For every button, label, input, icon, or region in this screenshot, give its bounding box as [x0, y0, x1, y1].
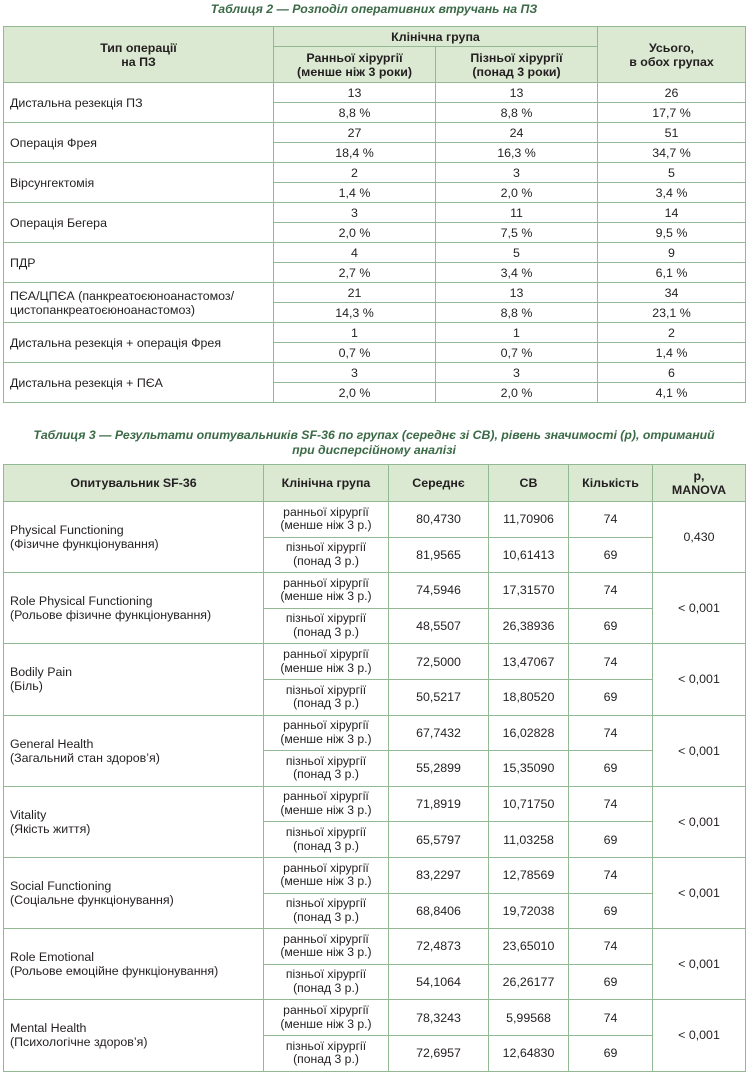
late-mean: 68,8406: [389, 893, 489, 929]
header-late-line1: Пізньої хірургії: [470, 50, 563, 65]
group-early-line2: (менше ніж 3 р.): [280, 945, 372, 960]
early-percent: 1,4 %: [274, 183, 436, 203]
operation-name: [4, 363, 274, 403]
late-percent: 3,4 %: [436, 263, 598, 283]
group-early-line2: (менше ніж 3 р.): [280, 589, 372, 604]
header-early-line1: Ранньої хірургії: [306, 50, 403, 65]
late-sd: 19,72038: [489, 893, 569, 929]
sf36-scale-name: [4, 644, 264, 715]
late-count: 13: [436, 83, 598, 103]
early-mean: 74,5946: [389, 573, 489, 609]
group-early: [264, 786, 389, 822]
group-early: [264, 573, 389, 609]
group-early-line1: ранньої хірургії: [283, 647, 369, 662]
late-sd: 11,03258: [489, 822, 569, 858]
late-count: 3: [436, 363, 598, 383]
late-mean: 55,2899: [389, 751, 489, 787]
early-count: 1: [274, 323, 436, 343]
sf36-scale-name: [4, 502, 264, 573]
group-late-line1: пізньої хірургії: [285, 1038, 367, 1053]
late-count: 69: [569, 751, 653, 787]
group-late: [264, 964, 389, 1000]
late-percent: 8,8 %: [436, 103, 598, 123]
header-early-line2: (менше ніж 3 роки): [297, 64, 412, 79]
sf36-scale-name: [4, 1000, 264, 1071]
early-count: 27: [274, 123, 436, 143]
p-value: < 0,001: [653, 786, 746, 857]
group-early-line1: ранньої хірургії: [283, 789, 369, 804]
late-count: 69: [569, 1035, 653, 1071]
group-late-line2: (понад 3 р.): [293, 838, 359, 853]
late-percent: 8,8 %: [436, 303, 598, 323]
operation-name: [4, 243, 274, 283]
header-mean: Середнє: [389, 465, 489, 502]
header-early-surgery: [274, 47, 436, 83]
group-late-line2: (понад 3 р.): [293, 981, 359, 996]
late-count: 13: [436, 283, 598, 303]
operation-name-text: Операція Бегера: [10, 215, 107, 230]
operation-name-text: Дистальна резекція ПЗ: [10, 95, 143, 110]
operation-name-text: Операція Фрея: [10, 135, 97, 150]
operation-row-count: [4, 363, 746, 383]
early-mean: 83,2297: [389, 857, 489, 893]
late-sd: 10,61413: [489, 537, 569, 573]
group-early-line1: ранньої хірургії: [283, 718, 369, 733]
group-late-line1: пізньої хірургії: [285, 967, 367, 982]
group-early: [264, 715, 389, 751]
table3-caption-line1: Таблиця 3 — Результати опитувальників SF-36 по групах (середнє зі СВ), рівень значимості (р), отриманий: [33, 428, 715, 442]
late-mean: 65,5797: [389, 822, 489, 858]
header-p-line1: р,: [693, 469, 705, 483]
sf36-scale-ua: (Соціальне функціонування): [10, 893, 174, 908]
total-count: 6: [598, 363, 746, 383]
late-percent: 0,7 %: [436, 343, 598, 363]
sf36-scale-ua: (Біль): [10, 679, 43, 694]
header-operation-type-line1: Тип операції: [100, 40, 177, 55]
late-count: 5: [436, 243, 598, 263]
total-percent: 1,4 %: [598, 343, 746, 363]
sf36-scale-en: General Health: [10, 736, 94, 751]
late-count: 24: [436, 123, 598, 143]
operation-name-text: Вірсунгектомія: [10, 175, 95, 190]
early-count: 4: [274, 243, 436, 263]
group-late-line2: (понад 3 р.): [293, 909, 359, 924]
table3-caption: [0, 428, 748, 458]
operation-name-text: Дистальна резекція + ПЄА: [10, 375, 163, 390]
group-late: [264, 679, 389, 715]
header-late-line2: (понад 3 роки): [472, 64, 561, 79]
late-sd: 26,38936: [489, 608, 569, 644]
group-late-line2: (понад 3 р.): [293, 553, 359, 568]
group-early-line2: (менше ніж 3 р.): [280, 518, 372, 533]
early-percent: 8,8 %: [274, 103, 436, 123]
early-percent: 18,4 %: [274, 143, 436, 163]
group-late: [264, 893, 389, 929]
group-early: [264, 502, 389, 538]
early-percent: 2,0 %: [274, 383, 436, 403]
early-count: 21: [274, 283, 436, 303]
group-late: [264, 1035, 389, 1071]
late-mean: 48,5507: [389, 608, 489, 644]
sf36-scale-en: Role Emotional: [10, 950, 95, 965]
group-early-line1: ранньої хірургії: [283, 575, 369, 590]
early-count: 74: [569, 1000, 653, 1036]
header-total-line1: Усього,: [648, 40, 694, 55]
early-count: 3: [274, 203, 436, 223]
sf36-scale-en: Mental Health: [10, 1021, 87, 1036]
group-early: [264, 1000, 389, 1036]
sf36-scale-name: [4, 573, 264, 644]
group-late: [264, 751, 389, 787]
sf36-scale-name: [4, 929, 264, 1000]
operation-name-text-line2: цистопанкреатоєюноанастомоз): [10, 302, 196, 317]
header-operation-type: [4, 27, 274, 83]
header-count: Кількість: [569, 465, 653, 502]
p-value: < 0,001: [653, 644, 746, 715]
group-early: [264, 644, 389, 680]
operation-row-count: [4, 243, 746, 263]
early-sd: 5,99568: [489, 1000, 569, 1036]
sf36-scale-ua: (Психологічне здоров’я): [10, 1035, 148, 1050]
early-mean: 72,4873: [389, 929, 489, 965]
operation-row-count: [4, 323, 746, 343]
late-sd: 18,80520: [489, 679, 569, 715]
group-early: [264, 929, 389, 965]
early-count: 74: [569, 929, 653, 965]
group-early-line1: ранньої хірургії: [283, 504, 369, 519]
group-early-line1: ранньої хірургії: [283, 860, 369, 875]
sf36-scale-ua: (Якість життя): [10, 821, 91, 836]
group-late-line2: (понад 3 р.): [293, 625, 359, 640]
early-percent: 0,7 %: [274, 343, 436, 363]
group-late-line1: пізньої хірургії: [285, 825, 367, 840]
early-sd: 11,70906: [489, 502, 569, 538]
sf36-row-early: [4, 929, 746, 965]
sf36-scale-en: Social Functioning: [10, 879, 112, 894]
sf36-scale-ua: (Рольове фізичне функціонування): [10, 608, 212, 623]
group-late-line1: пізньої хірургії: [285, 753, 367, 768]
operation-name-text: ПЄА/ЦПЄА (панкреатоєюноанастомоз/: [10, 288, 235, 303]
late-count: 69: [569, 537, 653, 573]
late-mean: 50,5217: [389, 679, 489, 715]
operation-name: [4, 283, 274, 323]
early-percent: 2,7 %: [274, 263, 436, 283]
early-sd: 10,71750: [489, 786, 569, 822]
total-count: 5: [598, 163, 746, 183]
header-sd: СВ: [489, 465, 569, 502]
total-percent: 4,1 %: [598, 383, 746, 403]
header-group: Клінічна група: [264, 465, 389, 502]
sf36-scale-name: [4, 857, 264, 928]
operation-row-count: [4, 123, 746, 143]
late-count: 69: [569, 964, 653, 1000]
p-value: < 0,001: [653, 1000, 746, 1071]
total-count: 34: [598, 283, 746, 303]
early-percent: 2,0 %: [274, 223, 436, 243]
header-late-surgery: [436, 47, 598, 83]
sf36-row-early: [4, 573, 746, 609]
late-percent: 16,3 %: [436, 143, 598, 163]
total-count: 26: [598, 83, 746, 103]
p-value: < 0,001: [653, 929, 746, 1000]
total-percent: 6,1 %: [598, 263, 746, 283]
group-late-line1: пізньої хірургії: [285, 896, 367, 911]
total-count: 9: [598, 243, 746, 263]
late-mean: 54,1064: [389, 964, 489, 1000]
operation-name: [4, 83, 274, 123]
late-count: 69: [569, 893, 653, 929]
early-count: 74: [569, 715, 653, 751]
sf36-row-early: [4, 715, 746, 751]
group-early-line1: ранньої хірургії: [283, 1003, 369, 1018]
group-early-line2: (менше ніж 3 р.): [280, 874, 372, 889]
sf36-scale-en: Vitality: [10, 807, 47, 822]
sf36-row-early: [4, 857, 746, 893]
early-mean: 67,7432: [389, 715, 489, 751]
sf36-scale-ua: (Загальний стан здоров’я): [10, 750, 160, 765]
sf36-scale-en: Bodily Pain: [10, 665, 72, 680]
early-sd: 17,31570: [489, 573, 569, 609]
group-late-line2: (понад 3 р.): [293, 1052, 359, 1067]
sf36-scale-name: [4, 786, 264, 857]
sf36-row-early: [4, 502, 746, 538]
operation-name: [4, 123, 274, 163]
sf36-row-early: [4, 644, 746, 680]
table2-caption: Таблиця 2 — Розподіл оперативних втручань на ПЗ: [210, 2, 538, 16]
p-value: < 0,001: [653, 573, 746, 644]
group-late: [264, 608, 389, 644]
late-count: 69: [569, 608, 653, 644]
early-percent: 14,3 %: [274, 303, 436, 323]
operation-name-text: Дистальна резекція + операція Фрея: [10, 335, 222, 350]
group-late-line2: (понад 3 р.): [293, 696, 359, 711]
group-early-line2: (менше ніж 3 р.): [280, 803, 372, 818]
group-early-line1: ранньої хірургії: [283, 931, 369, 946]
early-sd: 23,65010: [489, 929, 569, 965]
header-clinical-group: Клінічна група: [274, 27, 598, 47]
early-mean: 71,8919: [389, 786, 489, 822]
sf36-table-body: [4, 502, 746, 1072]
p-value: < 0,001: [653, 857, 746, 928]
late-mean: 81,9565: [389, 537, 489, 573]
total-count: 51: [598, 123, 746, 143]
early-sd: 13,47067: [489, 644, 569, 680]
late-percent: 2,0 %: [436, 183, 598, 203]
operation-name: [4, 323, 274, 363]
late-sd: 12,64830: [489, 1035, 569, 1071]
early-count: 74: [569, 644, 653, 680]
group-early-line2: (менше ніж 3 р.): [280, 1016, 372, 1031]
group-late-line2: (понад 3 р.): [293, 767, 359, 782]
early-sd: 12,78569: [489, 857, 569, 893]
late-sd: 15,35090: [489, 751, 569, 787]
early-count: 2: [274, 163, 436, 183]
late-count: 69: [569, 679, 653, 715]
group-early-line2: (менше ніж 3 р.): [280, 660, 372, 675]
total-count: 14: [598, 203, 746, 223]
operation-name: [4, 163, 274, 203]
p-value: < 0,001: [653, 715, 746, 786]
group-late-line1: пізньої хірургії: [285, 611, 367, 626]
late-sd: 26,26177: [489, 964, 569, 1000]
sf36-scale-ua: (Рольове емоційне функціонування): [10, 964, 219, 979]
late-percent: 7,5 %: [436, 223, 598, 243]
group-late-line1: пізньої хірургії: [285, 540, 367, 555]
early-mean: 78,3243: [389, 1000, 489, 1036]
group-late: [264, 537, 389, 573]
total-percent: 23,1 %: [598, 303, 746, 323]
total-percent: 17,7 %: [598, 103, 746, 123]
early-sd: 16,02828: [489, 715, 569, 751]
header-p-line2: MANOVA: [671, 483, 727, 497]
early-count: 74: [569, 857, 653, 893]
early-count: 74: [569, 786, 653, 822]
total-count: 2: [598, 323, 746, 343]
late-count: 3: [436, 163, 598, 183]
operations-table-body: [4, 83, 746, 403]
sf36-scale-en: Physical Functioning: [10, 523, 124, 538]
total-percent: 3,4 %: [598, 183, 746, 203]
late-mean: 72,6957: [389, 1035, 489, 1071]
group-early-line2: (менше ніж 3 р.): [280, 731, 372, 746]
sf36-scale-en: Role Physical Functioning: [10, 594, 153, 609]
sf36-scale-name: [4, 715, 264, 786]
total-percent: 9,5 %: [598, 223, 746, 243]
header-p-manova: [653, 465, 746, 502]
late-count: 69: [569, 822, 653, 858]
early-count: 3: [274, 363, 436, 383]
sf36-scale-ua: (Фізичне функціонування): [10, 537, 159, 552]
operation-row-count: [4, 283, 746, 303]
group-late: [264, 822, 389, 858]
p-value: 0,430: [653, 502, 746, 573]
header-questionnaire: Опитувальник SF-36: [4, 465, 264, 502]
early-count: 74: [569, 573, 653, 609]
early-count: 74: [569, 502, 653, 538]
header-total-line2: в обох групах: [629, 54, 714, 69]
operation-row-count: [4, 203, 746, 223]
late-count: 11: [436, 203, 598, 223]
early-count: 13: [274, 83, 436, 103]
operation-name-text: ПДР: [10, 255, 36, 270]
late-count: 1: [436, 323, 598, 343]
operations-table: [3, 26, 746, 403]
early-mean: 80,4730: [389, 502, 489, 538]
table3-caption-line2: при дисперсійному аналізі: [292, 443, 456, 457]
header-total: [598, 27, 746, 83]
sf36-row-early: [4, 786, 746, 822]
operation-row-count: [4, 163, 746, 183]
late-percent: 2,0 %: [436, 383, 598, 403]
sf36-row-early: [4, 1000, 746, 1036]
operation-name: [4, 203, 274, 243]
operation-row-count: [4, 83, 746, 103]
early-mean: 72,5000: [389, 644, 489, 680]
total-percent: 34,7 %: [598, 143, 746, 163]
header-operation-type-line2: на ПЗ: [121, 54, 156, 69]
group-early: [264, 857, 389, 893]
group-late-line1: пізньої хірургії: [285, 682, 367, 697]
sf36-table: [3, 464, 746, 1072]
